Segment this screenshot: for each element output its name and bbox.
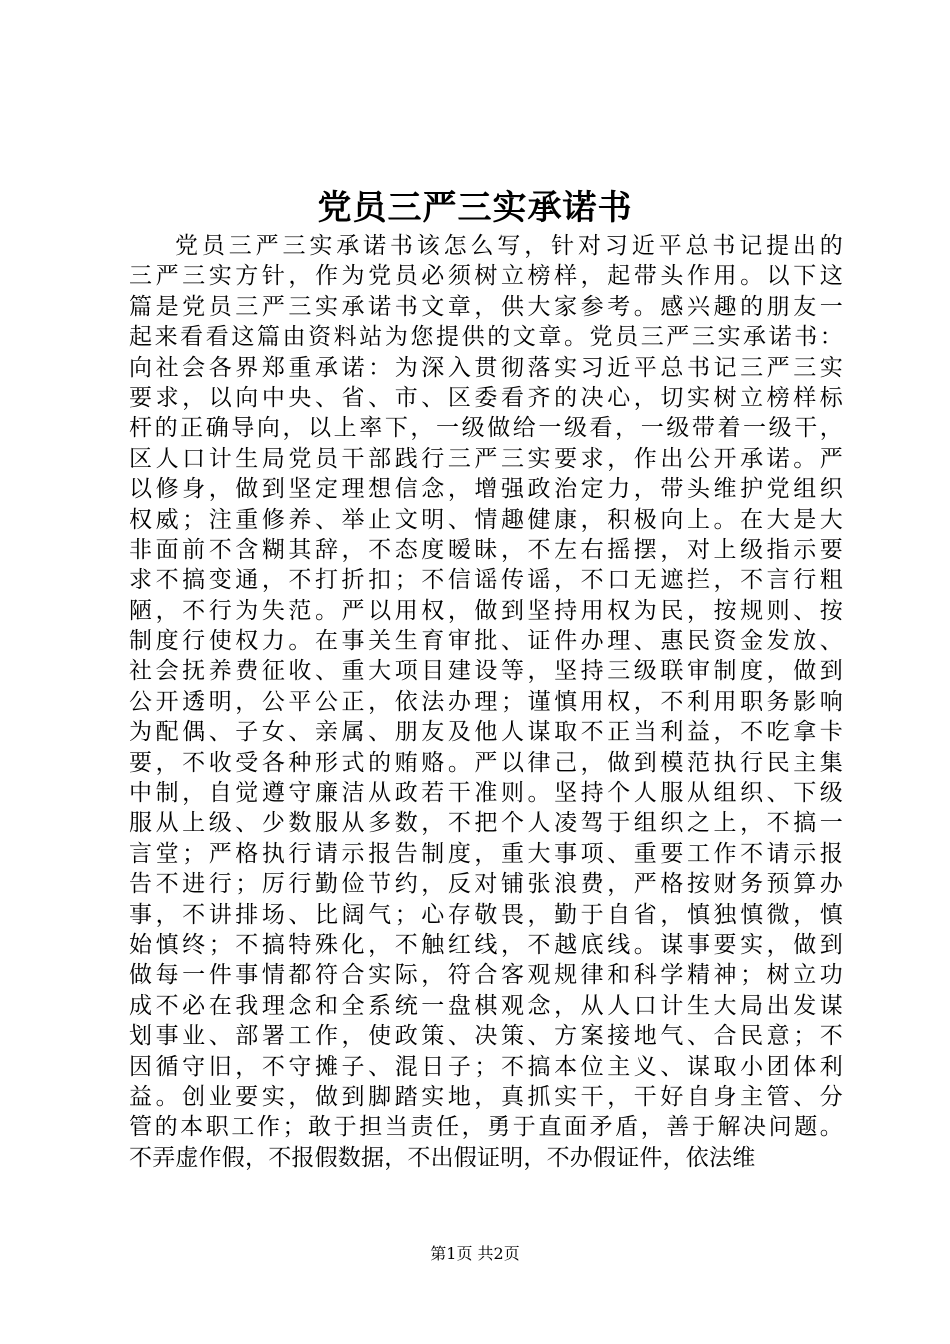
body-line: 以修身，做到坚定理想信念，增强政治定力，带头维护党组织: [129, 476, 843, 503]
body-line: 事，不讲排场、比阔气；心存敬畏，勤于自省，慎独慎微，慎: [129, 901, 843, 928]
body-line: 做每一件事情都符合实际，符合客观规律和科学精神；树立功: [129, 962, 843, 989]
body-line: 党员三严三实承诺书该怎么写，针对习近平总书记提出的: [175, 233, 843, 259]
document-title: 党员三严三实承诺书: [317, 188, 633, 228]
body-line: 三严三实方针，作为党员必须树立榜样，起带头作用。以下这: [129, 263, 843, 290]
body-line: 告不进行；厉行勤俭节约，反对铺张浪费，严格按财务预算办: [129, 871, 843, 898]
body-line: 向社会各界郑重承诺：为深入贯彻落实习近平总书记三严三实: [129, 354, 843, 381]
body-line: 陋，不行为失范。严以用权，做到坚持用权为民，按规则、按: [129, 597, 843, 624]
body-line: 社会抚养费征收、重大项目建设等，坚持三级联审制度，做到: [129, 658, 843, 685]
body-line: 求不搞变通，不打折扣；不信谣传谣，不口无遮拦，不言行粗: [129, 567, 843, 594]
body-line: 言堂；严格执行请示报告制度，重大事项、重要工作不请示报: [129, 840, 843, 867]
body-line: 因循守旧，不守摊子、混日子；不搞本位主义、谋取小团体利: [129, 1053, 843, 1080]
body-line: 益。创业要实，做到脚踏实地，真抓实干，干好自身主管、分: [129, 1083, 843, 1110]
body-line: 为配偶、子女、亲属、朋友及他人谋取不正当利益，不吃拿卡: [129, 719, 843, 746]
body-line: 服从上级、少数服从多数，不把个人凌驾于组织之上，不搞一: [129, 810, 843, 837]
body-line: 不弄虚作假，不报假数据，不出假证明，不办假证件，依法维: [129, 1144, 756, 1171]
page-footer: 第1页 共2页: [430, 1244, 520, 1263]
body-line: 杆的正确导向，以上率下，一级做给一级看，一级带着一级干，: [129, 415, 843, 442]
body-line: 要求，以向中央、省、市、区委看齐的决心，切实树立榜样标: [129, 384, 843, 411]
body-line: 公开透明，公平公正，依法办理；谨慎用权，不利用职务影响: [129, 688, 843, 715]
document-body: [129, 231, 843, 1173]
body-line: 划事业、部署工作，使政策、决策、方案接地气、合民意；不: [129, 1023, 843, 1050]
body-line: 制度行使权力。在事关生育审批、证件办理、惠民资金发放、: [129, 628, 843, 655]
body-line: 中制，自觉遵守廉洁从政若干准则。坚持个人服从组织、下级: [129, 780, 843, 807]
body-line: 始慎终；不搞特殊化，不触红线，不越底线。谋事要实，做到: [129, 931, 843, 958]
body-line: 要，不收受各种形式的贿赂。严以律己，做到模范执行民主集: [129, 749, 843, 776]
body-line: 篇是党员三严三实承诺书文章，供大家参考。感兴趣的朋友一: [129, 293, 843, 320]
body-line: 权威；注重修养、举止文明、情趣健康，积极向上。在大是大: [129, 506, 843, 533]
body-line: 成不必在我理念和全系统一盘棋观念，从人口计生大局出发谋: [129, 992, 843, 1019]
body-line: 区人口计生局党员干部践行三严三实要求，作出公开承诺。严: [129, 445, 843, 472]
body-line: 非面前不含糊其辞，不态度暧昧，不左右摇摆，对上级指示要: [129, 536, 843, 563]
body-line: 起来看看这篇由资料站为您提供的文章。党员三严三实承诺书：: [129, 324, 843, 351]
body-line: 管的本职工作；敢于担当责任，勇于直面矛盾，善于解决问题。: [129, 1114, 843, 1141]
